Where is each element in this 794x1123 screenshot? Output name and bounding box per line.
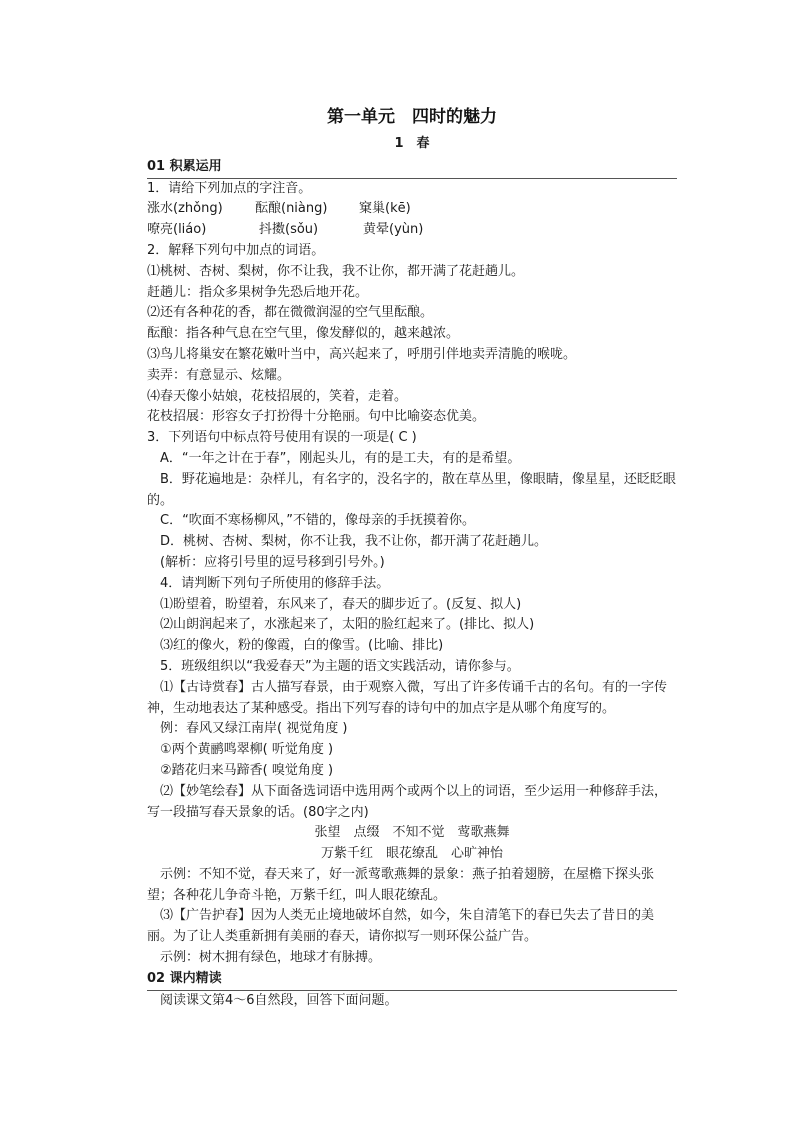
q5-sample-answer: 示例：不知不觉，春天来了，好一派莺歌燕舞的景象：燕子拍着翅膀，在屋檐下探头张望；各种花儿争奇斗艳，万紫千红，叫人眼花缭乱。 [147, 866, 655, 903]
worksheet-page [147, 104, 677, 1011]
q1-item: 抖擞(sǒu) [259, 222, 319, 238]
q3-note: (解析：应将引号里的逗号移到引号外。) [160, 554, 385, 570]
q2-line: 赶趟儿：指众多果树争先恐后地开花。 [147, 284, 369, 300]
reading-intro: 阅读课文第4～6自然段，回答下面问题。 [160, 992, 398, 1008]
q3-option-c: C．“吹面不寒杨柳风，”不错的，像母亲的手抚摸着你。 [160, 513, 476, 529]
q5-sample-answer-3: 示例：树木拥有绿色，地球才有脉搏。 [160, 950, 382, 966]
section-header-accumulate: 01 积累运用 [147, 157, 677, 179]
q3-option-b: B．野花遍地是：杂样儿，有名字的，没名字的，散在草丛里，像眼睛，像星星，还眨眨眼的。 [147, 471, 676, 508]
q5-part1: ⑴【古诗赏春】古人描写春景，由于观察入微，写出了许多传诵千古的名句。有的一字传神，生动地表达了某种感受。指出下列写春的诗句中的加点字是从哪个角度写的。 [147, 679, 668, 716]
q1-stem: 1．请给下列加点的字注音。 [147, 180, 312, 196]
q3-option-a: A．“一年之计在于春”，刚起头儿，有的是工夫，有的是希望。 [160, 450, 521, 466]
q3-option-d: D．桃树、杏树、梨树，你不让我，我不让你，都开满了花赶趟儿。 [160, 534, 548, 550]
q1-item: 酝酿(niàng) [255, 201, 328, 217]
q2-line: 酝酿：指各种气息在空气里，像发酵似的，越来越浓。 [147, 326, 460, 342]
q5-stem: 5．班级组织以“我爱春天”为主题的语文实践活动，请你参与。 [160, 658, 520, 674]
q1-item: 黄晕(yùn) [363, 222, 424, 238]
q5-part3: ⑶【广告护春】因为人类无止境地破坏自然，如今，朱自清笔下的春已失去了昔日的美丽。为了让人类重新拥有美丽的春天，请你拟写一则环保公益广告。 [147, 908, 655, 945]
q1-item: 涨水(zhǒng) [147, 201, 223, 217]
q5-answer-1: ①两个黄鹂鸣翠柳( 听觉角度 ) [160, 742, 334, 758]
q4-stem: 4．请判断下列句子所使用的修辞手法。 [160, 575, 390, 591]
q5-answer-2: ②踏花归来马蹄香( 嗅觉角度 ) [160, 762, 334, 778]
word-bank-row2: 万紫千红 眼花缭乱 心旷神怡 [320, 846, 503, 862]
q4-line: ⑴盼望着，盼望着，东风来了，春天的脚步近了。(反复、拟人) [160, 596, 522, 612]
q2-line: ⑷春天像小姑娘，花枝招展的，笑着，走着。 [147, 388, 408, 404]
q2-line: 花枝招展：形容女子打扮得十分艳丽。句中比喻姿态优美。 [147, 409, 486, 425]
q5-example: 例：春风又绿江南岸( 视觉角度 ) [160, 721, 348, 737]
lesson-title: 1 春 [394, 136, 430, 151]
q3-stem: 3．下列语句中标点符号使用有误的一项是( C ) [147, 430, 417, 446]
word-bank-row1: 张望 点缀 不知不觉 莺歌燕舞 [314, 825, 510, 841]
q4-line: ⑵山朗润起来了，水涨起来了，太阳的脸红起来了。(排比、拟人) [160, 617, 535, 633]
section-header-reading: 02 课内精读 [147, 969, 677, 991]
q1-row1 [147, 199, 677, 220]
q1-item: 窠巢(kē) [359, 201, 411, 217]
q2-line: ⑵还有各种花的香，都在微微润湿的空气里酝酿。 [147, 305, 434, 321]
q2-stem: 2．解释下列句中加点的词语。 [147, 242, 325, 258]
q4-line: ⑶红的像火，粉的像霞，白的像雪。(比喻、排比) [160, 638, 444, 654]
q1-item: 嘹亮(liáo) [147, 222, 207, 238]
q2-line: 卖弄：有意显示、炫耀。 [147, 367, 291, 383]
unit-title: 第一单元 四时的魅力 [327, 107, 497, 127]
q1-row2 [147, 220, 677, 241]
q2-line: ⑶鸟儿将巢安在繁花嫩叶当中，高兴起来了，呼朋引伴地卖弄清脆的喉咙。 [147, 346, 577, 362]
q5-part2: ⑵【妙笔绘春】从下面备选词语中选用两个或两个以上的词语，至少运用一种修辞手法，写一段描写春天景象的话。(80字之内) [147, 783, 668, 820]
q2-line: ⑴桃树、杏树、梨树，你不让我，我不让你，都开满了花赶趟儿。 [147, 263, 525, 279]
